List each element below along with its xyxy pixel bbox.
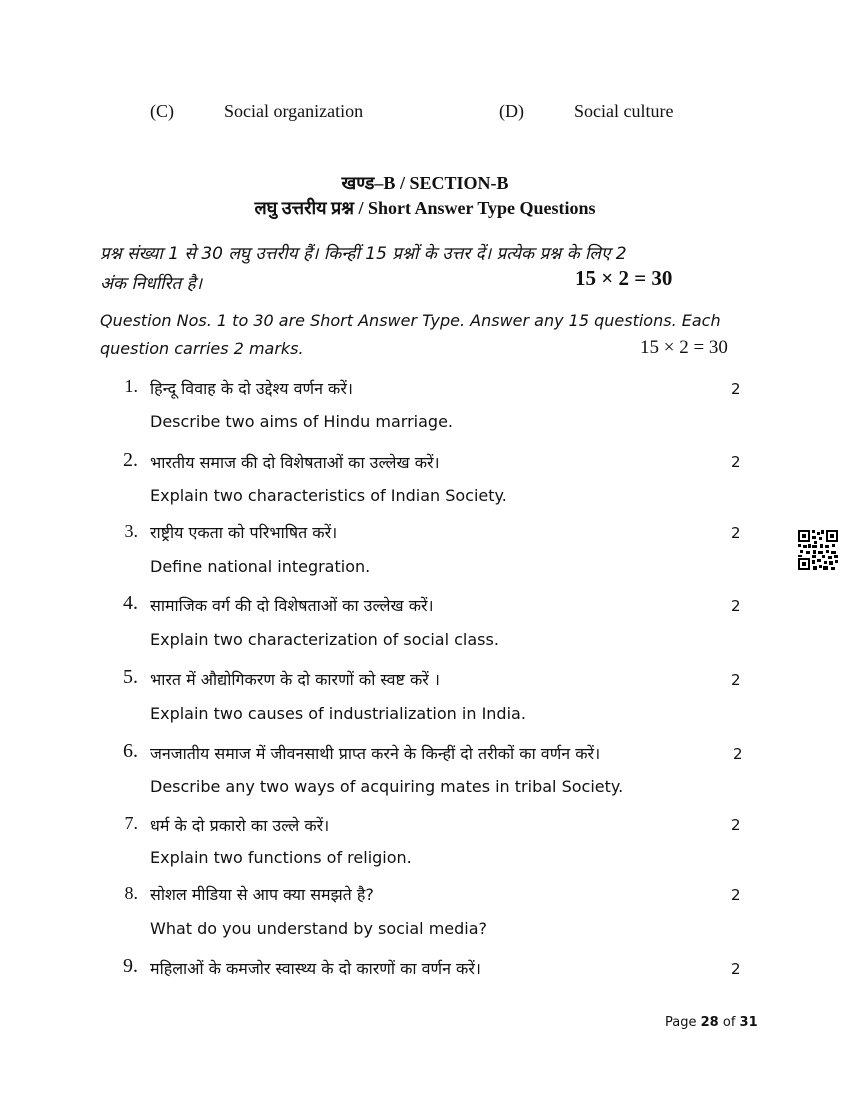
- question-6-english: Describe any two ways of acquiring mates in tribal Society.: [150, 777, 624, 796]
- option-c-label: (C): [150, 101, 174, 121]
- english-marks-formula: 15 × 2 = 30: [640, 337, 728, 358]
- question-3-hindi: राष्ट्रीय एकता को परिभाषित करें।: [150, 523, 338, 542]
- question-9-hindi: महिलाओं के कमजोर स्वास्थ्य के दो कारणों का वर्णन करें।: [150, 959, 481, 978]
- footer-page-word: Page: [665, 1015, 697, 1030]
- question-2-marks: 2: [731, 453, 741, 471]
- question-4-number: 4.: [123, 592, 138, 614]
- question-3-marks: 2: [731, 524, 741, 542]
- footer-current-page: 28: [700, 1015, 719, 1030]
- instruction-hindi-line2: अंक निर्धारित है।: [100, 274, 203, 294]
- section-title: खण्ड–B / SECTION-B: [341, 173, 509, 193]
- question-8-hindi: सोशल मीडिया से आप क्या समझते है?: [150, 885, 374, 904]
- question-4-english: Explain two characterization of social class.: [150, 630, 499, 649]
- question-2-english: Explain two characteristics of Indian Society.: [150, 486, 507, 505]
- question-3-number: 3.: [124, 521, 138, 541]
- footer-of-word: of: [722, 1015, 736, 1030]
- question-1-number: 1.: [124, 376, 138, 396]
- page-footer: [665, 1015, 758, 1030]
- question-6-marks: 2: [733, 745, 743, 763]
- question-5-english: Explain two causes of industrialization in India.: [150, 704, 526, 723]
- footer-total-pages: 31: [739, 1015, 758, 1030]
- question-7-number: 7.: [124, 813, 138, 833]
- question-4-marks: 2: [731, 597, 741, 615]
- question-8-number: 8.: [124, 883, 138, 903]
- question-6-hindi: जनजातीय समाज में जीवनसाथी प्राप्त करने के किन्हीं दो तरीकों का वर्णन करें।: [150, 744, 601, 763]
- question-5-number: 5.: [123, 666, 138, 688]
- question-8-english: What do you understand by social media?: [150, 919, 488, 938]
- question-3-english: Define national integration.: [150, 557, 371, 576]
- instruction-english-line2: question carries 2 marks.: [100, 339, 304, 358]
- question-9-number: 9.: [123, 955, 138, 977]
- instruction-english-line1: Question Nos. 1 to 30 are Short Answer Type. Answer any 15 questions. Each: [100, 311, 721, 330]
- section-subtitle: लघु उत्तरीय प्रश्न / Short Answer Type Questions: [254, 198, 596, 218]
- question-1-english: Describe two aims of Hindu marriage.: [150, 412, 454, 431]
- option-d-text: Social culture: [574, 101, 674, 121]
- option-c-text: Social organization: [224, 101, 364, 121]
- question-2-hindi: भारतीय समाज की दो विशेषताओं का उल्लेख करें।: [150, 453, 440, 472]
- qr-code-icon: [798, 530, 838, 570]
- question-1-hindi: हिन्दू विवाह के दो उद्देश्य वर्णन करें।: [150, 379, 353, 398]
- question-5-marks: 2: [731, 671, 741, 689]
- question-7-english: Explain two functions of religion.: [150, 848, 412, 867]
- option-d-label: (D): [499, 101, 524, 121]
- question-9-marks: 2: [731, 960, 741, 978]
- question-1-marks: 2: [731, 380, 741, 398]
- question-8-marks: 2: [731, 886, 741, 904]
- question-6-number: 6.: [123, 740, 138, 762]
- question-7-hindi: धर्म के दो प्रकारो का उल्ले करें।: [150, 816, 330, 835]
- question-2-number: 2.: [123, 449, 138, 471]
- hindi-marks-formula: 15 × 2 = 30: [575, 266, 673, 290]
- instruction-hindi-line1: प्रश्न संख्या 1 से 30 लघु उत्तरीय हैं। किन्हीं 15 प्रश्नों के उत्तर दें। प्रत्येक प्रश्न के लिए 2: [100, 244, 627, 264]
- question-5-hindi: भारत में औद्योगिकरण के दो कारणों को स्वष्ट करें ।: [150, 670, 440, 689]
- question-4-hindi: सामाजिक वर्ग की दो विशेषताओं का उल्लेख करें।: [150, 596, 434, 615]
- question-7-marks: 2: [731, 816, 741, 834]
